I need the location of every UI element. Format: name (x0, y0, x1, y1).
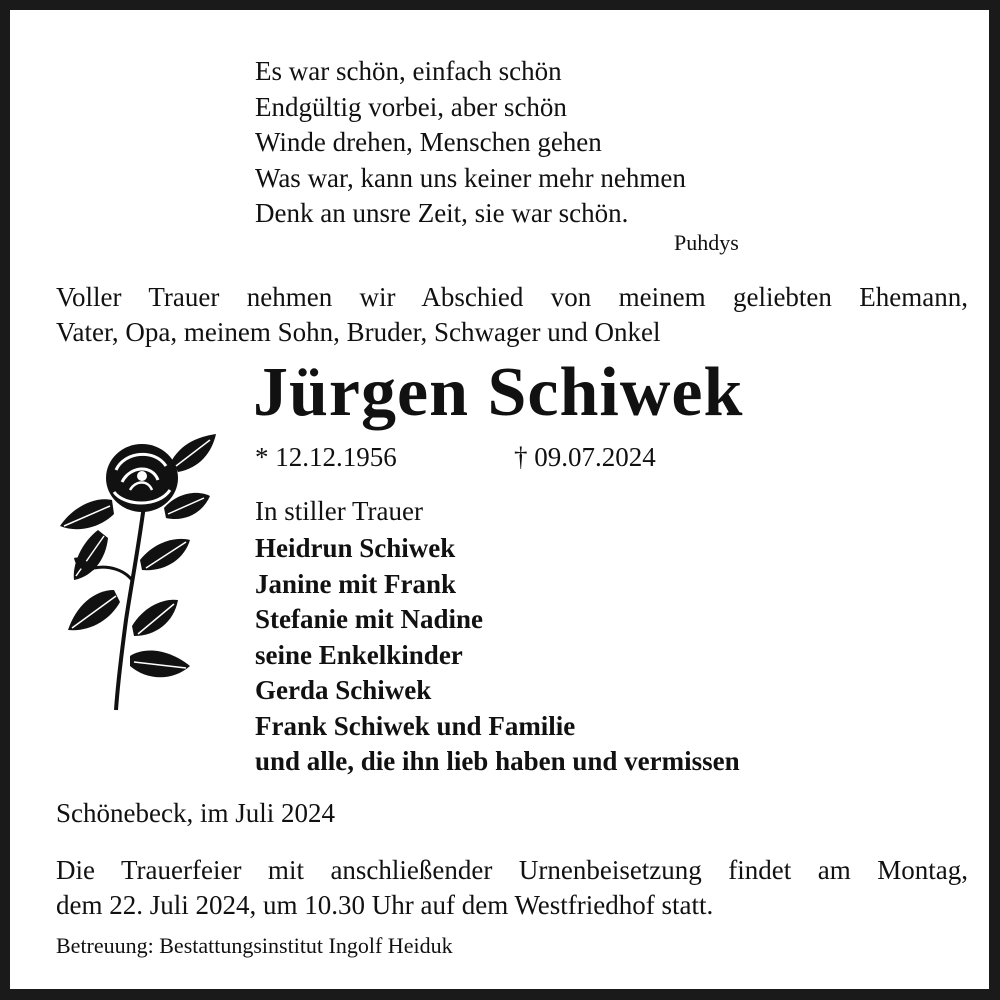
service-info (56, 853, 968, 923)
deceased-name: Jürgen Schiwek (253, 354, 744, 431)
poem-line: Es war schön, einfach schön (255, 56, 562, 86)
undertaker-credit: Betreuung: Bestattungsinstitut Ingolf Heiduk (56, 933, 453, 958)
mourner-name: Frank Schiwek und Familie (255, 710, 576, 741)
mourners-list (255, 531, 740, 780)
death-date: † 09.07.2024 (514, 442, 656, 472)
poem-author: Puhdys (674, 230, 739, 255)
poem (255, 54, 686, 232)
poem-line: Winde drehen, Menschen gehen (255, 127, 602, 157)
mourners-heading: In stiller Trauer (255, 496, 423, 526)
poem-line: Endgültig vorbei, aber schön (255, 91, 567, 122)
mourner-name: Stefanie mit Nadine (255, 604, 483, 634)
poem-line: Was war, kann uns keiner mehr nehmen (255, 162, 686, 193)
mourner-name: Janine mit Frank (255, 568, 457, 599)
mourner-name: und alle, die ihn lieb haben und vermissen (255, 746, 740, 776)
poem-line: Denk an unsre Zeit, sie war schön. (255, 198, 629, 228)
place-date: Schönebeck, im Juli 2024 (56, 798, 335, 828)
mourner-name: Heidrun Schiwek (255, 533, 456, 563)
service-line: Die Trauerfeier mit anschließender Urnenbeisetzung findet am Montag, (56, 855, 968, 885)
birth-date: * 12.12.1956 (255, 442, 397, 472)
mourner-name: Gerda Schiwek (255, 675, 432, 705)
mourner-name: seine Enkelkinder (255, 639, 463, 670)
intro-line: Vater, Opa, meinem Sohn, Bruder, Schwager und Onkel (56, 317, 661, 347)
rose-icon (54, 430, 222, 715)
service-line: dem 22. Juli 2024, um 10.30 Uhr auf dem Westfriedhof statt. (56, 890, 714, 920)
intro-line: Voller Trauer nehmen wir Abschied von meinem geliebten Ehemann, (56, 282, 968, 312)
intro-text (56, 280, 968, 350)
